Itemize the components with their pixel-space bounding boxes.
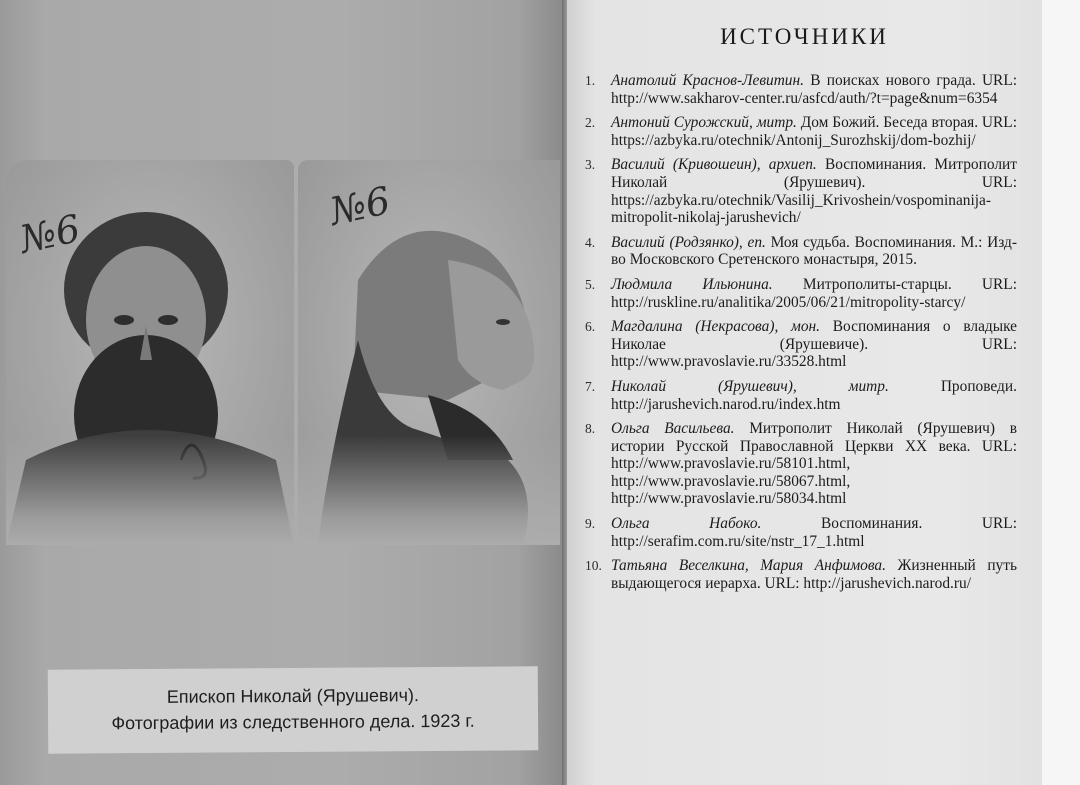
caption-line-2: Фотографии из следственного дела. 1923 г.: [111, 710, 475, 734]
source-item: [585, 72, 1017, 107]
photo-front-view: [6, 160, 294, 545]
source-number: 2.: [585, 115, 596, 131]
source-author: Магдалина (Некрасова), мон.: [611, 318, 821, 336]
source-number: 10.: [585, 558, 602, 574]
source-text: В поисках нового града. URL: http://www.sakharov-center.ru/asfcd/auth/?t=page&num=6354: [611, 72, 1017, 107]
caption-line-1: Епископ Николай (Ярушевич).: [166, 685, 420, 707]
source-item: [585, 515, 1017, 550]
source-text: Воспоминания. Митрополит Николай (Ярушевич). URL: https://azbyka.ru/otechnik/Vasilij_Krivoshein/vospominanija-mitropolit-nikolaj-jarushevich/: [611, 156, 1017, 227]
source-text: Проповеди. http://jarushevich.narod.ru/index.htm: [611, 377, 1017, 413]
source-list: [585, 72, 1017, 599]
source-number: 3.: [585, 157, 596, 173]
source-text: Митрополит Николай (Ярушевич) в истории Русской Православной Церкви XX века. URL: http://www.pravoslavie.ru/58101.html, http://www.pravoslavie.ru/58067.html, http://www.pravoslavie.ru/58034.html: [611, 420, 1017, 508]
source-author: Василий (Родзянко), еп.: [611, 233, 766, 251]
handwritten-number-front: №6: [16, 206, 85, 262]
source-number: 4.: [585, 234, 596, 250]
source-item: [585, 557, 1017, 592]
source-item: [585, 378, 1017, 413]
sources-title: ИСТОЧНИКИ: [720, 24, 889, 49]
source-item: [585, 420, 1017, 508]
source-author: Василий (Кривошеин), архиеп.: [611, 156, 817, 174]
source-number: 6.: [585, 319, 596, 335]
source-text: Моя судьба. Воспоминания. М.: Изд-во Московского Сретенского монастыря, 2015.: [611, 233, 1017, 269]
source-author: Николай (Ярушевич), митр.: [611, 377, 889, 395]
source-item: [585, 318, 1017, 371]
handwritten-number-profile: №6: [326, 178, 395, 234]
source-text: Жизненный путь выдающегося иерарха. URL: http://jarushevich.narod.ru/: [611, 557, 1017, 592]
photo-caption: [48, 666, 539, 753]
source-author: Ольга Набоко.: [611, 515, 762, 533]
source-text: Дом Божий. Беседа вторая. URL: https://azbyka.ru/otechnik/Antonij_Surozhskij/dom-bozhij/: [611, 114, 1017, 149]
source-author: Людмила Ильюнина.: [611, 275, 773, 293]
source-number: 8.: [585, 421, 596, 437]
source-item: [585, 156, 1017, 226]
source-author: Антоний Сурожский, митр.: [611, 114, 797, 132]
page-edge: [1042, 0, 1080, 785]
photo-profile-view: [298, 160, 560, 545]
source-number: 9.: [585, 516, 596, 532]
source-text: Воспоминания. URL: http://serafim.com.ru/site/nstr_17_1.html: [611, 515, 1017, 550]
source-text: Митрополиты-старцы. URL: http://ruskline.ru/analitika/2005/06/21/mitropolity-starcy/: [611, 275, 1017, 311]
source-author: Ольга Васильева.: [611, 420, 735, 438]
source-item: [585, 276, 1017, 311]
source-number: 7.: [585, 378, 596, 394]
source-text: Воспоминания о владыке Николае (Ярушевиче). URL: http://www.pravoslavie.ru/33528.html: [611, 318, 1017, 371]
source-author: Татьяна Веселкина, Мария Анфимова.: [611, 557, 886, 575]
source-number: 1.: [585, 73, 596, 88]
source-item: [585, 114, 1017, 149]
source-number: 5.: [585, 276, 596, 292]
source-item: [585, 234, 1017, 269]
source-author: Анатолий Краснов-Левитин.: [611, 72, 804, 89]
